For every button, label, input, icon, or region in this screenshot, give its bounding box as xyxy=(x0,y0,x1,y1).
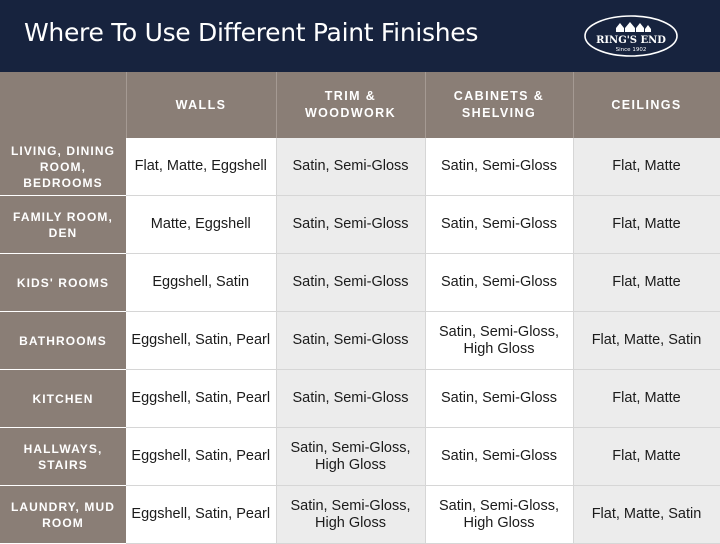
walls-finish-cell: Eggshell, Satin, Pearl xyxy=(126,486,276,544)
table-row xyxy=(0,196,720,254)
cabinets-finish-cell: Satin, Semi-Gloss xyxy=(425,138,573,196)
trim-finish-cell: Satin, Semi-Gloss xyxy=(276,196,425,254)
ceilings-finish-cell: Flat, Matte xyxy=(573,370,720,428)
trim-finish-cell: Satin, Semi-Gloss, High Gloss xyxy=(276,486,425,544)
column-header-ceilings: CEILINGS xyxy=(573,72,720,138)
corner-cell xyxy=(0,72,126,138)
ceilings-finish-cell: Flat, Matte xyxy=(573,196,720,254)
cabinets-finish-cell: Satin, Semi-Gloss xyxy=(425,428,573,486)
table-row xyxy=(0,486,720,544)
page-title: Where To Use Different Paint Finishes xyxy=(24,18,479,47)
column-header-walls: WALLS xyxy=(126,72,276,138)
row-header-room: BATHROOMS xyxy=(0,312,126,370)
row-header-room: HALLWAYS, STAIRS xyxy=(0,428,126,486)
ceilings-finish-cell: Flat, Matte, Satin xyxy=(573,486,720,544)
row-header-room: KITCHEN xyxy=(0,370,126,428)
trim-finish-cell: Satin, Semi-Gloss xyxy=(276,312,425,370)
ceilings-finish-cell: Flat, Matte xyxy=(573,138,720,196)
logo-wordmark: RING'S END xyxy=(596,35,666,46)
column-header-trim: TRIM & WOODWORK xyxy=(276,72,425,138)
page-header xyxy=(0,0,720,72)
table-row xyxy=(0,138,720,196)
ceilings-finish-cell: Flat, Matte xyxy=(573,254,720,312)
cabinets-finish-cell: Satin, Semi-Gloss xyxy=(425,196,573,254)
trim-finish-cell: Satin, Semi-Gloss xyxy=(276,254,425,312)
table-row xyxy=(0,428,720,486)
logo-badge-icon xyxy=(583,13,679,59)
trim-finish-cell: Satin, Semi-Gloss xyxy=(276,370,425,428)
trim-finish-cell: Satin, Semi-Gloss xyxy=(276,138,425,196)
column-header-cabinets: CABINETS & SHELVING xyxy=(425,72,573,138)
column-header-row xyxy=(0,72,720,138)
walls-finish-cell: Eggshell, Satin xyxy=(126,254,276,312)
walls-finish-cell: Flat, Matte, Eggshell xyxy=(126,138,276,196)
table-row xyxy=(0,370,720,428)
cabinets-finish-cell: Satin, Semi-Gloss xyxy=(425,370,573,428)
table-row xyxy=(0,312,720,370)
walls-finish-cell: Eggshell, Satin, Pearl xyxy=(126,370,276,428)
paint-finish-table xyxy=(0,72,720,544)
walls-finish-cell: Eggshell, Satin, Pearl xyxy=(126,312,276,370)
houses-icon xyxy=(616,22,651,32)
walls-finish-cell: Matte, Eggshell xyxy=(126,196,276,254)
row-header-room: LIVING, DINING ROOM, BEDROOMS xyxy=(0,138,126,196)
table-row xyxy=(0,254,720,312)
logo-since: Since 1902 xyxy=(615,47,647,53)
ceilings-finish-cell: Flat, Matte, Satin xyxy=(573,312,720,370)
row-header-room: FAMILY ROOM, DEN xyxy=(0,196,126,254)
trim-finish-cell: Satin, Semi-Gloss, High Gloss xyxy=(276,428,425,486)
rings-end-logo[interactable] xyxy=(583,13,679,59)
cabinets-finish-cell: Satin, Semi-Gloss xyxy=(425,254,573,312)
walls-finish-cell: Eggshell, Satin, Pearl xyxy=(126,428,276,486)
ceilings-finish-cell: Flat, Matte xyxy=(573,428,720,486)
cabinets-finish-cell: Satin, Semi-Gloss, High Gloss xyxy=(425,486,573,544)
row-header-room: KIDS' ROOMS xyxy=(0,254,126,312)
row-header-room: LAUNDRY, MUD ROOM xyxy=(0,486,126,544)
cabinets-finish-cell: Satin, Semi-Gloss, High Gloss xyxy=(425,312,573,370)
